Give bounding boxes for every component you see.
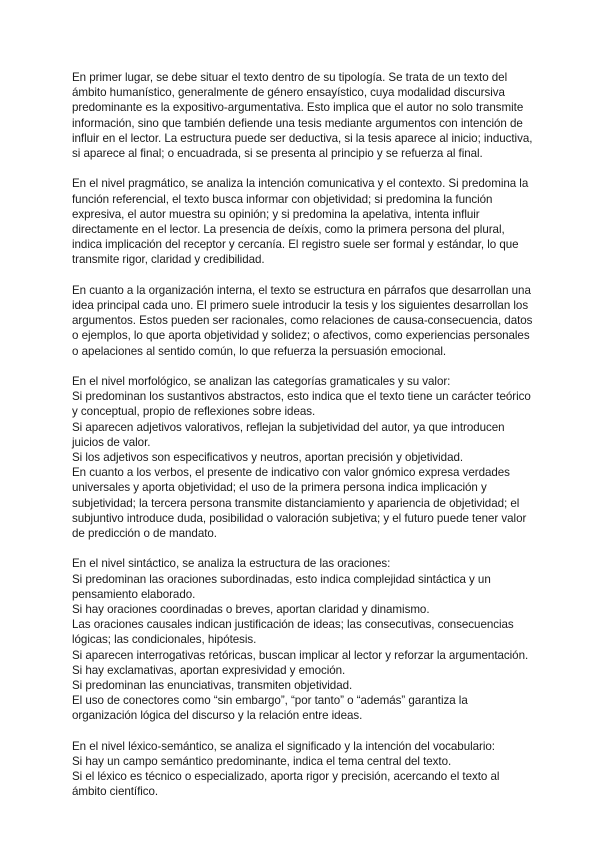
text-line: Las oraciones causales indican justificación de ideas; las consecutivas, consecuencias lógicas; las condicionales, hipótesis. xyxy=(72,618,517,647)
text-line: Si aparecen adjetivos valorativos, reflejan la subjetividad del autor, ya que introducen juicios de valor. xyxy=(72,420,508,449)
text-line: Si el léxico es técnico o especializado, aporta rigor y precisión, acercando el texto al ámbito científico. xyxy=(72,770,503,799)
text-line: En el nivel pragmático, se analiza la intención comunicativa y el contexto. Si predomina la función referencial, el texto busca informar con objetividad; si predomina la función expresiva, el autor muestra su opinión; y si predomina la apelativa, intenta influir directamente en el lector. La presencia de deíxis, como la primera persona del plural, indica implicación del receptor y cercanía. El registro suele ser formal y estándar, lo que transmite rigor, claridad y credibilidad. xyxy=(72,177,532,267)
text-line: Si predominan los sustantivos abstractos, esto indica que el texto tiene un carácter teórico y conceptual, propio de reflexiones sobre ideas. xyxy=(72,390,534,419)
text-line: En el nivel morfológico, se analizan las categorías gramaticales y su valor: xyxy=(72,375,451,389)
document-body xyxy=(72,70,534,800)
paragraph-syntactic xyxy=(72,556,534,723)
text-line: En el nivel léxico-semántico, se analiza el significado y la intención del vocabulario: xyxy=(72,739,495,753)
paragraph-typology xyxy=(72,70,534,161)
text-line: Si hay oraciones coordinadas o breves, aportan claridad y dinamismo. xyxy=(72,603,430,617)
text-line: En cuanto a los verbos, el presente de indicativo con valor gnómico expresa verdades universales y aporta objetividad; el uso de la primera persona indica implicación y subjetividad; la tercera persona transmite distanciamiento y apariencia de objetividad; el subjuntivo introduce duda, posibilidad o valoración subjetiva; y el futuro puede tener valor de predicción o de mandato. xyxy=(72,466,530,541)
paragraph-organization xyxy=(72,283,534,359)
text-line: Si los adjetivos son especificativos y neutros, aportan precisión y objetividad. xyxy=(72,451,464,465)
text-line: Si predominan las enunciativas, transmiten objetividad. xyxy=(72,679,353,693)
text-line: Si aparecen interrogativas retóricas, buscan implicar al lector y reforzar la argumentación. xyxy=(72,648,529,662)
text-line: Si hay exclamativas, aportan expresividad y emoción. xyxy=(72,663,346,677)
text-line: En primer lugar, se debe situar el texto dentro de su tipología. Se trata de un texto del ámbito humanístico, generalmente de género ensayístico, cuya modalidad discursiva predominante es la expositivo-argumentativa. Esto implica que el autor no solo transmite información, sino que también defiende una tesis mediante argumentos con intención de influir en el lector. La estructura puede ser deductiva, si la tesis aparece al inicio; inductiva, si aparece al final; o encuadrada, si se presenta al principio y se refuerza al final. xyxy=(72,71,536,161)
paragraph-lexical-semantic xyxy=(72,739,534,800)
text-line: En el nivel sintáctico, se analiza la estructura de las oraciones: xyxy=(72,557,391,571)
paragraph-pragmatic xyxy=(72,176,534,267)
text-line: En cuanto a la organización interna, el texto se estructura en párrafos que desarrollan una idea principal cada uno. El primero suele introducir la tesis y los siguientes desarrollan los argumentos. Estos pueden ser racionales, como relaciones de causa-consecuencia, datos o ejemplos, lo que aporta objetividad y solidez; o afectivos, como experiencias personales o apelaciones al sentido común, lo que refuerza la persuasión emocional. xyxy=(72,283,536,358)
text-line: Si hay un campo semántico predominante, indica el tema central del texto. xyxy=(72,755,452,769)
text-line: El uso de conectores como “sin embargo”, “por tanto” o “además” garantiza la organización lógica del discurso y la relación entre ideas. xyxy=(72,694,471,723)
text-line: Si predominan las oraciones subordinadas, esto indica complejidad sintáctica y un pensamiento elaborado. xyxy=(72,572,494,601)
paragraph-morphological xyxy=(72,374,534,541)
